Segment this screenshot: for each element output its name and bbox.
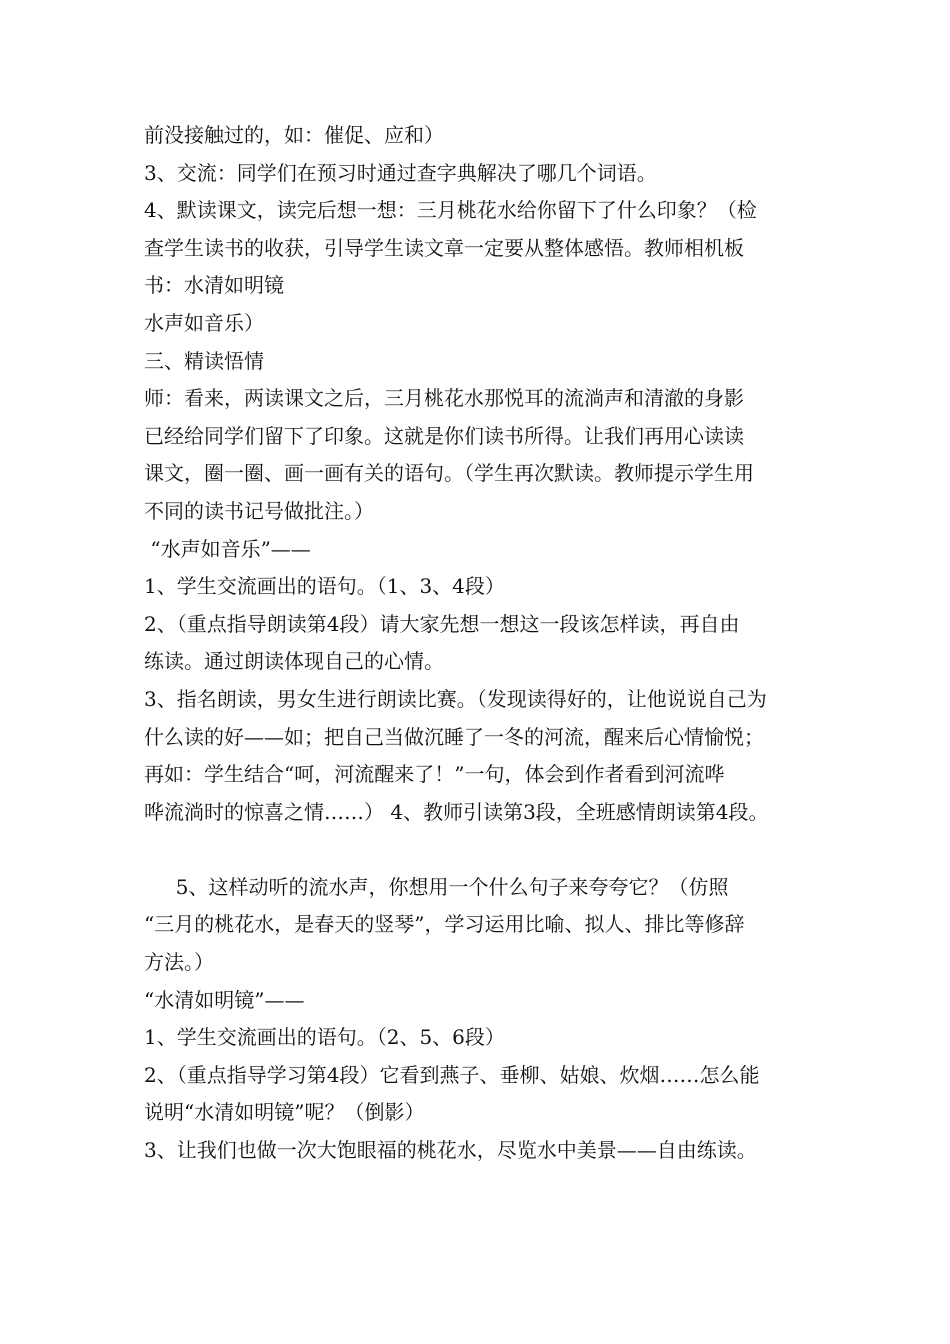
text-line: 不同的读书记号做批注。） [144,498,374,523]
text-line: 2、（重点指导朗读第4段）请大家先想一想这一段该怎样读，再自由 [144,611,740,636]
text-line: 4、默读课文，读完后想一想：三月桃花水给你留下了什么印象？（检 [144,198,757,223]
text-line: 3、让我们也做一次大饱眼福的桃花水，尽览水中美景——自由练读。 [144,1138,757,1163]
section-heading: 三、精读悟情 [144,348,264,373]
text-line: 已经给同学们留下了印象。这就是你们读书所得。让我们再用心读读 [144,423,744,448]
text-line: “三月的桃花水，是春天的竖琴”，学习运用比喻、拟人、排比等修辞 [144,912,745,937]
text-line: 哗流淌时的惊喜之情……） 4、教师引读第3段，全班感情朗读第4段。 [144,799,769,824]
text-line: 2、（重点指导学习第4段）它看到燕子、垂柳、姑娘、炊烟……怎么能 [144,1062,760,1087]
text-line: 书：水清如明镜 [144,273,284,298]
text-line: 再如：学生结合“呵，河流醒来了！”一句，体会到作者看到河流哗 [144,762,725,787]
subsection-heading: “水声如音乐”—— [144,536,311,561]
text-line: 水声如音乐） [144,310,264,335]
text-line: 前没接触过的，如：催促、应和） [144,123,444,147]
text-line: 方法。） [144,950,214,975]
document-body [144,117,834,1170]
paragraph-gap [144,831,834,869]
text-line: 说明“水清如明镜”呢？（倒影） [144,1100,425,1125]
text-line: 1、学生交流画出的语句。（2、5、6段） [144,1025,505,1050]
text-line: 查学生读书的收获，引导学生读文章一定要从整体感悟。教师相机板 [144,235,744,260]
text-line: 5、这样动听的流水声，你想用一个什么句子来夸夸它？（仿照 [144,874,729,899]
text-line: 课文，圈一圈、画一画有关的语句。（学生再次默读。教师提示学生用 [144,461,754,486]
text-line: 1、学生交流画出的语句。（1、3、4段） [144,574,505,599]
text-line: 什么读的好——如；把自己当做沉睡了一冬的河流，醒来后心情愉悦； [144,724,764,749]
subsection-heading: “水清如明镜”—— [144,987,305,1012]
text-line: 3、交流：同学们在预习时通过查字典解决了哪几个词语。 [144,160,657,185]
text-line: 师：看来，两读课文之后，三月桃花水那悦耳的流淌声和清澈的身影 [144,386,744,411]
text-line: 3、指名朗读，男女生进行朗读比赛。（发现读得好的，让他说说自己为 [144,686,767,711]
text-line: 练读。通过朗读体现自己的心情。 [144,649,444,674]
